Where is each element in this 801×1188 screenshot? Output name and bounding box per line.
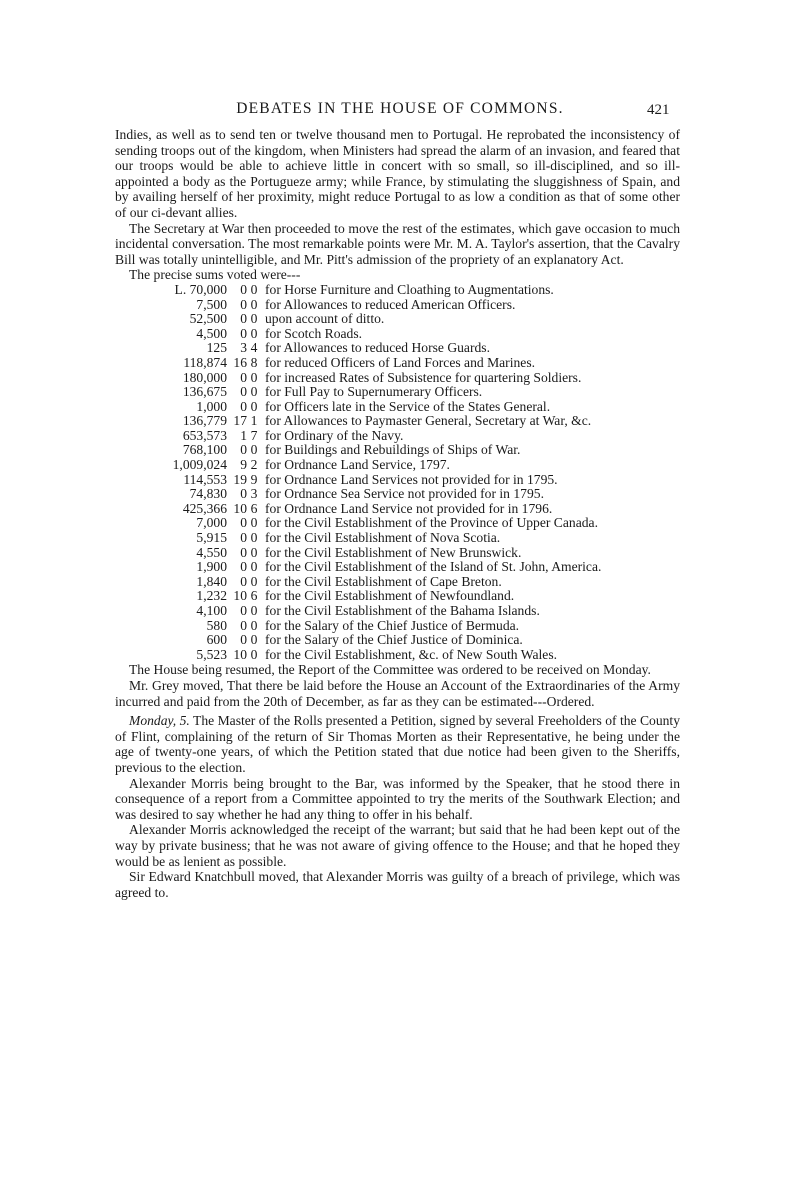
page-number: 421 xyxy=(647,102,670,118)
vote-pence: 0 xyxy=(250,632,258,648)
paragraph-morris-bar: Alexander Morris being brought to the Bar, was informed by the Speaker, that he stood there in consequence of a report from a Committee appointed to try the merits of the Southwark Election; and was desired to say whether he had any thing to offer in his behalf. xyxy=(115,775,680,822)
vote-pence: 0 xyxy=(250,398,258,414)
vote-description: for Allowances to Paymaster General, Secretary at War, &c. xyxy=(265,413,592,429)
vote-pence: 0 xyxy=(250,573,258,589)
vote-amount: 653,573 xyxy=(182,427,227,443)
vote-amount: 1,009,024 xyxy=(172,457,227,473)
vote-row xyxy=(131,312,601,327)
running-header: DEBATES IN THE HOUSE OF COMMONS. xyxy=(236,100,564,117)
vote-amount: 1,000 xyxy=(196,398,227,414)
vote-pence: 7 xyxy=(250,427,258,443)
vote-pence: 8 xyxy=(250,354,258,370)
vote-row xyxy=(131,356,601,371)
vote-amount: 114,553 xyxy=(183,471,227,487)
vote-shillings: 1 xyxy=(240,427,247,443)
vote-description: for the Salary of the Chief Justice of Dominica. xyxy=(265,632,523,648)
monday-text: The Master of the Rolls presented a Petition, signed by several Freeholders of the County of Flint, complaining of the return of Sir Thomas Morten as their Representative, he being under the age of twenty-one years, of which the Petition stated that due notice had been given to the Sheriffs, previous to the election. xyxy=(115,713,681,775)
vote-pence: 2 xyxy=(250,457,258,473)
vote-row xyxy=(131,443,601,458)
vote-shillings: 16 xyxy=(233,354,247,370)
vote-description: for Officers late in the Service of the States General. xyxy=(265,398,551,414)
vote-amount: 4,100 xyxy=(196,603,227,618)
vote-shillings: 3 xyxy=(240,340,247,356)
vote-shillings: 0 xyxy=(240,617,247,633)
vote-shillings: 10 xyxy=(233,588,247,604)
vote-amount: 580 xyxy=(206,617,227,633)
vote-row xyxy=(131,589,601,604)
vote-row xyxy=(131,546,601,561)
vote-description: for Ordinary of the Navy. xyxy=(265,427,404,443)
vote-amount: 1,840 xyxy=(196,573,227,589)
paragraph-house-resumed: The House being resumed, the Report of the Committee was ordered to be received on Monday. xyxy=(129,662,651,678)
vote-description: for the Civil Establishment of the Province of Upper Canada. xyxy=(265,515,598,531)
vote-amount: 425,366 xyxy=(182,500,227,516)
vote-pence: 0 xyxy=(250,442,258,458)
vote-row xyxy=(131,575,601,590)
vote-shillings: 19 xyxy=(233,471,247,487)
vote-amount: 125 xyxy=(206,340,227,356)
vote-shillings: 0 xyxy=(240,603,247,618)
vote-shillings: 0 xyxy=(240,398,247,414)
vote-pence: 0 xyxy=(250,544,258,560)
vote-row xyxy=(131,516,601,531)
vote-description: for Scotch Roads. xyxy=(265,325,363,341)
vote-description: for Buildings and Rebuildings of Ships of War. xyxy=(265,442,521,458)
vote-amount: 600 xyxy=(206,632,227,648)
vote-description: for reduced Officers of Land Forces and Marines. xyxy=(265,354,536,370)
vote-description: for the Civil Establishment of New Brunswick. xyxy=(265,544,522,560)
vote-description: for the Civil Establishment of Cape Breton. xyxy=(265,573,502,589)
vote-pence: 6 xyxy=(250,500,258,516)
vote-row xyxy=(131,604,601,619)
vote-amount: 136,675 xyxy=(182,384,227,400)
vote-amount: 1,232 xyxy=(196,588,227,604)
vote-amount: 768,100 xyxy=(182,442,227,458)
vote-row xyxy=(131,341,601,356)
vote-row xyxy=(131,619,601,634)
vote-pence: 0 xyxy=(250,559,258,575)
vote-row xyxy=(131,385,601,400)
vote-description: for the Civil Establishment of Newfoundland. xyxy=(265,588,515,604)
vote-amount: 7,500 xyxy=(196,296,227,312)
vote-shillings: 17 xyxy=(233,413,247,429)
vote-shillings: 0 xyxy=(240,369,247,385)
paragraph-grey-motion: Mr. Grey moved, That there be laid before the House an Account of the Extraordinaries of the Army incurred and paid from the 20th of December, as far as they can be estimated---Ordered. xyxy=(115,677,680,709)
vote-shillings: 0 xyxy=(240,486,247,502)
vote-description: for the Civil Establishment, &c. of New South Wales. xyxy=(265,646,558,662)
vote-description: for increased Rates of Subsistence for quartering Soldiers. xyxy=(265,369,582,385)
vote-pence: 0 xyxy=(250,617,258,633)
vote-row xyxy=(131,487,601,502)
vote-pence: 0 xyxy=(250,530,258,546)
vote-row xyxy=(131,633,601,648)
vote-row xyxy=(131,473,601,488)
vote-pence: 4 xyxy=(250,340,258,356)
paragraph-knatchbull: Sir Edward Knatchbull moved, that Alexander Morris was guilty of a breach of privilege, which was agreed to. xyxy=(115,869,680,900)
votes-table xyxy=(131,283,601,662)
vote-description: for the Civil Establishment of the Bahama Islands. xyxy=(265,603,540,618)
vote-shillings: 0 xyxy=(240,311,247,327)
vote-amount: 180,000 xyxy=(182,369,227,385)
monday-dateline: Monday, 5. xyxy=(129,713,190,729)
vote-row xyxy=(131,531,601,546)
vote-pence: 0 xyxy=(250,646,258,662)
vote-amount: 136,779 xyxy=(182,413,227,429)
vote-shillings: 0 xyxy=(240,573,247,589)
vote-pence: 0 xyxy=(250,281,258,297)
vote-row xyxy=(131,400,601,415)
vote-shillings: 0 xyxy=(240,296,247,312)
vote-shillings: 0 xyxy=(240,325,247,341)
vote-row xyxy=(131,648,601,663)
paragraph-portugal: Indies, as well as to send ten or twelve thousand men to Portugal. He reprobated the inconsistency of sending troops out of the kingdom, when Ministers had spread the alarm of an invasion, and feared that our troops would be able to achieve little in concert with so small, so ill-disciplined, and so ill-appointed a body as the Portugueze army; while France, by stimulating the sluggishness of Spain, and by availing herself of her proximity, might reduce Portugal to as low a condition as that of some other of our ci-devant allies. xyxy=(115,127,680,220)
vote-row xyxy=(131,458,601,473)
vote-row xyxy=(131,283,601,298)
vote-row xyxy=(131,560,601,575)
vote-amount: 7,000 xyxy=(196,515,227,531)
vote-description: for Ordnance Sea Service not provided for in 1795. xyxy=(265,486,544,502)
vote-shillings: 10 xyxy=(233,646,247,662)
vote-amount: 4,500 xyxy=(196,325,227,341)
vote-amount: 4,550 xyxy=(196,544,227,560)
vote-row xyxy=(131,502,601,517)
vote-shillings: 0 xyxy=(240,632,247,648)
vote-shillings: 10 xyxy=(233,500,247,516)
vote-pence: 1 xyxy=(250,413,258,429)
vote-description: for the Salary of the Chief Justice of Bermuda. xyxy=(265,617,520,633)
vote-description: for Allowances to reduced Horse Guards. xyxy=(265,340,490,356)
vote-pence: 0 xyxy=(250,515,258,531)
vote-row xyxy=(131,327,601,342)
vote-shillings: 0 xyxy=(240,384,247,400)
vote-pence: 6 xyxy=(250,588,258,604)
paragraph-secretary-at-war: The Secretary at War then proceeded to move the rest of the estimates, which gave occasion to much incidental conversation. The most remarkable points were Mr. M. A. Taylor's assertion, that the Cavalry Bill was totally unintelligible, and Mr. Pitt's admission of the propriety of an explanatory Act. xyxy=(115,220,680,267)
vote-pence: 0 xyxy=(250,369,258,385)
vote-row xyxy=(131,429,601,444)
vote-amount: 5,523 xyxy=(196,646,227,662)
vote-shillings: 0 xyxy=(240,515,247,531)
vote-pence: 0 xyxy=(250,384,258,400)
body-text xyxy=(115,127,680,900)
paragraph-monday xyxy=(115,713,680,775)
vote-shillings: 0 xyxy=(240,544,247,560)
vote-description: for Horse Furniture and Cloathing to Augmentations. xyxy=(265,281,554,297)
vote-row xyxy=(131,298,601,313)
vote-description: for Full Pay to Supernumerary Officers. xyxy=(265,384,483,400)
vote-description: for Ordnance Land Service not provided for in 1796. xyxy=(265,500,553,516)
paragraph-sums-intro: The precise sums voted were--- xyxy=(129,267,301,283)
vote-amount: 1,900 xyxy=(196,559,227,575)
vote-description: for Allowances to reduced American Officers. xyxy=(265,296,516,312)
vote-pence: 9 xyxy=(250,471,258,487)
vote-pence: 0 xyxy=(250,311,258,327)
vote-shillings: 0 xyxy=(240,530,247,546)
vote-shillings: 0 xyxy=(240,281,247,297)
vote-description: for the Civil Establishment of the Island of St. John, America. xyxy=(265,559,602,575)
paragraph-morris-ack: Alexander Morris acknowledged the receipt of the warrant; but said that he had been kept out of the way by private business; that he was not aware of giving offence to the House; and that he hoped they would be as lenient as possible. xyxy=(115,822,680,869)
vote-amount: 5,915 xyxy=(196,530,227,546)
vote-description: upon account of ditto. xyxy=(265,311,385,327)
vote-pence: 0 xyxy=(250,603,258,618)
vote-description: for Ordnance Land Service, 1797. xyxy=(265,457,450,473)
vote-pence: 3 xyxy=(250,486,258,502)
vote-amount: 52,500 xyxy=(189,311,227,327)
vote-amount: 118,874 xyxy=(183,354,227,370)
vote-shillings: 0 xyxy=(240,559,247,575)
vote-row xyxy=(131,414,601,429)
vote-amount: 74,830 xyxy=(189,486,227,502)
vote-pence: 0 xyxy=(250,325,258,341)
vote-pence: 0 xyxy=(250,296,258,312)
vote-description: for Ordnance Land Services not provided for in 1795. xyxy=(265,471,558,487)
vote-shillings: 0 xyxy=(240,442,247,458)
vote-description: for the Civil Establishment of Nova Scotia. xyxy=(265,530,501,546)
vote-row xyxy=(131,371,601,386)
vote-shillings: 9 xyxy=(240,457,247,473)
vote-amount: L. 70,000 xyxy=(174,281,227,297)
